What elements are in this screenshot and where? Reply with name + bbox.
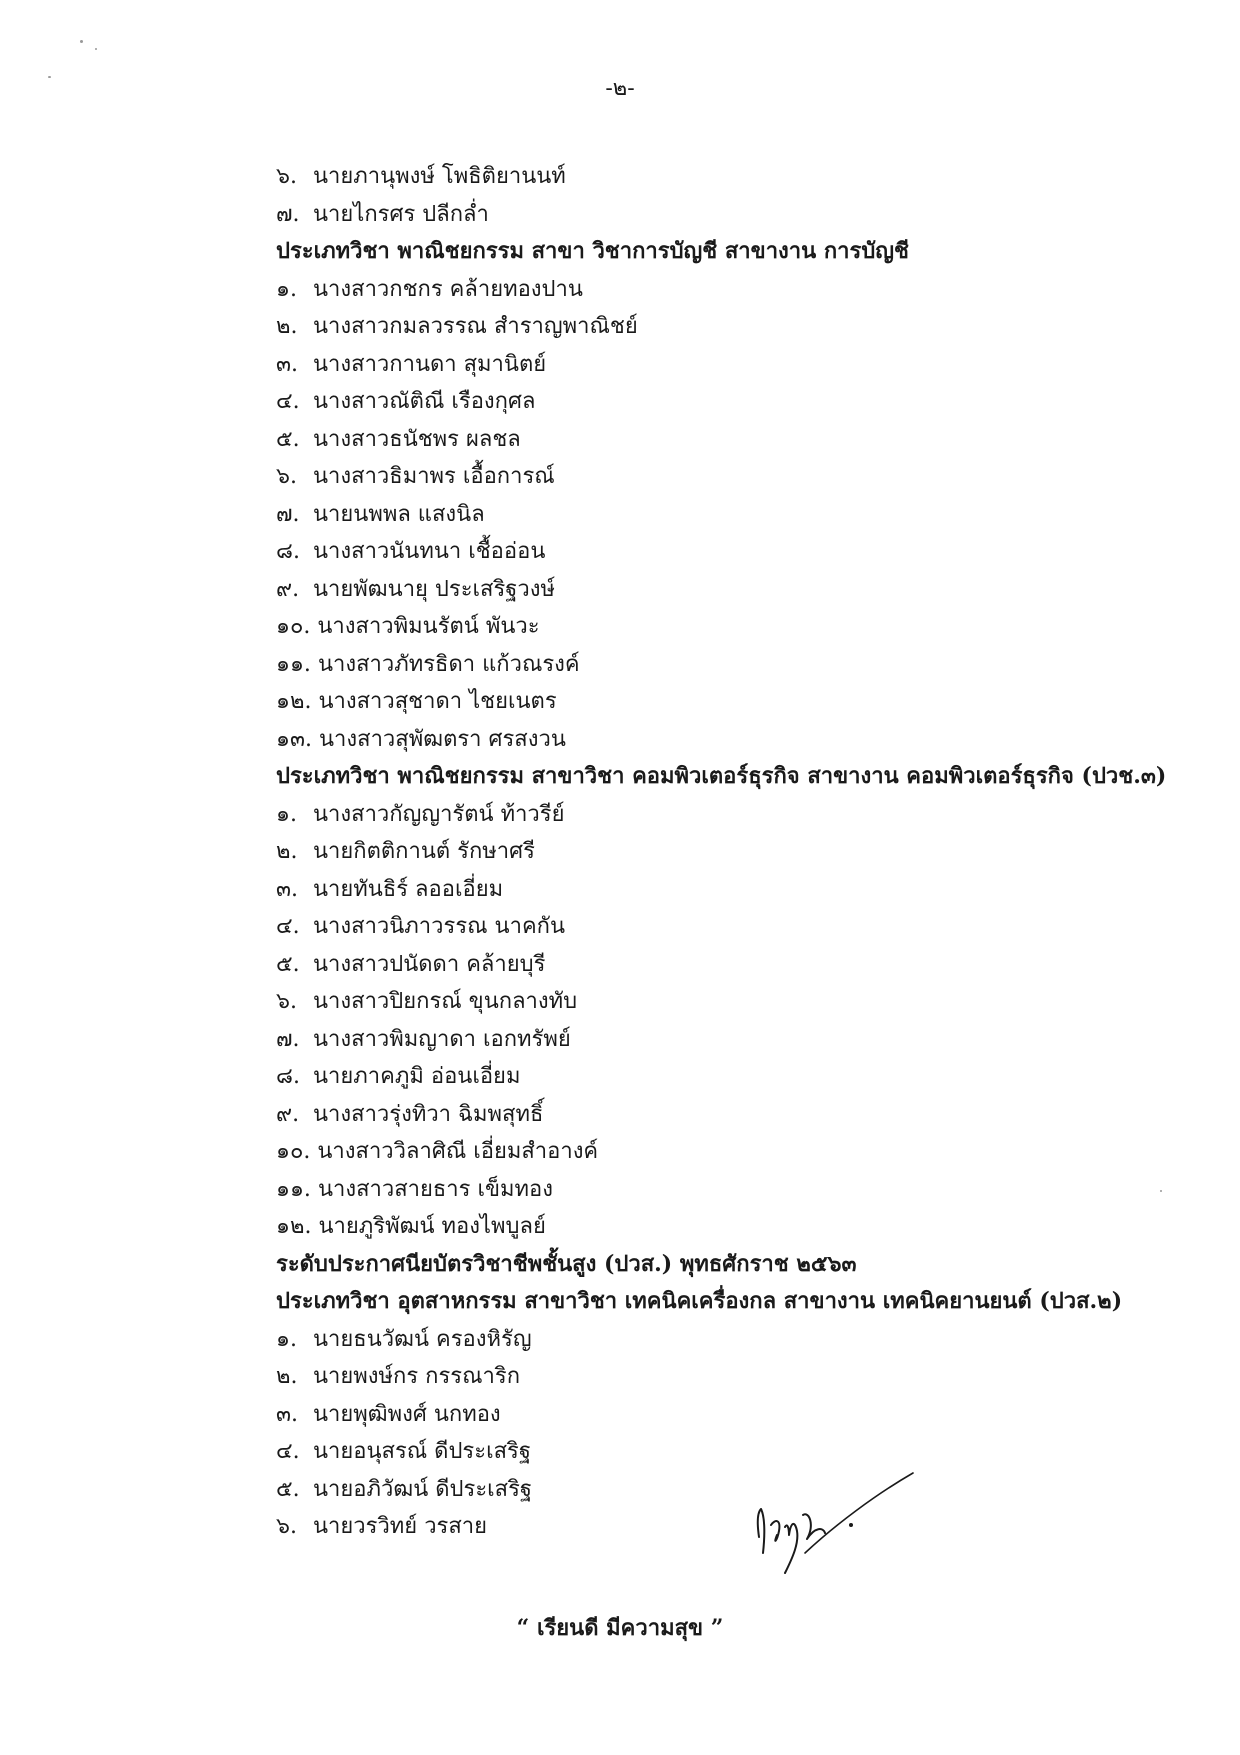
section-heading: ประเภทวิชา พาณิชยกรรม สาขาวิชา คอมพิวเตอร์ธุรกิจ สาขางาน คอมพิวเตอร์ธุรกิจ (ปวช.๓) [276,763,1167,789]
list-item [276,833,1176,871]
list-item [276,158,1176,196]
name-list [276,158,1176,1546]
item-number: ๕. [276,426,300,452]
list-item [276,1096,1176,1134]
student-name: นางสาวธิมาพร เอื้อการณ์ [313,464,555,489]
item-number: ๔. [276,914,300,939]
item-number: ๓. [276,351,299,377]
list-item [276,1433,1176,1471]
item-number: ๕. [276,1476,300,1502]
list-item [276,908,1176,946]
list-item [276,1508,1176,1546]
student-name: นางสาวปิยกรณ์ ขุนกลางทับ [313,989,578,1014]
item-number: ๒. [276,314,298,339]
student-name: นายพัฒนายุ ประเสริฐวงษ์ [313,576,556,602]
list-item [276,196,1176,234]
item-number: ๘. [276,539,300,564]
student-name: นายอนุสรณ์ ดีประเสริฐ [313,1439,531,1464]
list-item [276,1208,1176,1246]
list-item [276,1358,1176,1396]
list-item [276,308,1176,346]
item-number: ๑๑. [276,651,311,677]
scan-speck [48,76,51,78]
item-number: ๑. [276,1326,297,1352]
item-number: ๗. [276,501,300,527]
item-number: ๗. [276,1026,300,1052]
page-number: -๒- [605,76,635,101]
list-item [276,346,1176,384]
item-number: ๕. [276,951,300,977]
list-item [276,571,1176,609]
student-name: นางสาวปนัดดา คล้ายบุรี [313,951,546,977]
list-item [276,421,1176,459]
item-number: ๖. [276,464,297,489]
item-number: ๖. [276,1514,297,1539]
student-name: นายอภิวัฒน์ ดีประเสริฐ [313,1476,533,1502]
scan-speck [80,40,83,43]
student-name: นางสาวกัญญารัตน์ ท้าวรีย์ [313,801,565,827]
list-item [276,983,1176,1021]
student-name: นางสาวสายธาร เข็มทอง [317,1176,553,1202]
student-name: นายภาคภูมิ อ่อนเอี่ยม [313,1064,521,1089]
student-name: นางสาวสุพัฒตรา ศรสงวน [319,726,566,752]
student-name: นางสาวนิภาวรรณ นาคกัน [313,914,566,939]
list-item [276,1021,1176,1059]
item-number: ๔. [276,389,300,414]
student-name: นายพงษ์กร กรรณาริก [313,1364,521,1389]
item-number: ๙. [276,576,300,602]
list-item [276,1058,1176,1096]
student-name: นางสาวกชกร คล้ายทองปาน [313,276,583,302]
item-number: ๒. [276,1364,298,1389]
student-name: นางสาวภัทรธิดา แก้วณรงค์ [317,651,580,677]
item-number: ๔. [276,1439,300,1464]
list-item [276,533,1176,571]
student-name: นางสาวรุ่งทิวา ฉิมพสุทธิ์ [313,1101,544,1127]
item-number: ๑๐. [276,614,311,639]
school-motto: “ เรียนดี มีความสุข ” [516,1615,724,1641]
student-name: นางสาววิลาศิณี เอี่ยมสำอางค์ [317,1139,599,1164]
student-name: นายทันธิร์ ลออเอี่ยม [313,876,504,902]
list-item [276,608,1176,646]
item-number: ๖. [276,164,297,189]
list-item [276,646,1176,684]
student-name: นายกิตติกานต์ รักษาศรี [313,839,535,864]
handwritten-signature [745,1465,925,1595]
item-number: ๓. [276,876,299,902]
item-number: ๑๓. [276,726,312,752]
student-name: นายนพพล แสงนิล [313,501,485,527]
section-heading: ประเภทวิชา อุตสาหกรรม สาขาวิชา เทคนิคเครื่องกล สาขางาน เทคนิคยานยนต์ (ปวส.๒) [276,1288,1123,1314]
student-name: นายพุฒิพงศ์ นกทอง [313,1401,501,1427]
item-number: ๑๑. [276,1176,311,1202]
item-number: ๓. [276,1401,299,1427]
student-name: นายไกรศร ปลีกล่ำ [313,201,489,227]
student-name: นางสาวกานดา สุมานิตย์ [313,351,547,377]
student-name: นางสาวธนัชพร ผลชล [313,426,521,452]
list-item [276,946,1176,984]
section-heading: ระดับประกาศนียบัตรวิชาชีพชั้นสูง (ปวส.) พุทธศักราช ๒๕๖๓ [276,1250,857,1277]
list-item [276,796,1176,834]
list-item [276,1133,1176,1171]
list-item [276,683,1176,721]
list-item [276,1321,1176,1359]
list-item [276,1171,1176,1209]
student-name: นางสาวกมลวรรณ สำราญพาณิชย์ [313,314,638,339]
item-number: ๑. [276,276,297,302]
item-number: ๖. [276,989,297,1014]
item-number: ๑๒. [276,689,312,714]
item-number: ๑๐. [276,1139,311,1164]
student-name: นางสาวนันทนา เชื้ออ่อน [313,539,546,564]
item-number: ๑. [276,801,297,827]
item-number: ๙. [276,1101,300,1127]
list-item [276,383,1176,421]
student-name: นางสาวสุชาดา ไชยเนตร [318,689,557,714]
student-name: นายภานุพงษ์ โพธิติยานนท์ [313,164,566,189]
student-name: นายภูริพัฒน์ ทองไพบูลย์ [318,1214,546,1239]
list-item [276,721,1176,759]
list-item [276,458,1176,496]
student-name: นางสาวพิมญาดา เอกทรัพย์ [313,1026,571,1052]
list-item [276,1471,1176,1509]
item-number: ๗. [276,201,300,227]
list-item [276,271,1176,309]
student-name: นางสาวพิมนรัตน์ พันวะ [317,614,540,639]
list-item [276,496,1176,534]
item-number: ๑๒. [276,1214,312,1239]
list-item [276,871,1176,909]
scan-speck [1160,1190,1162,1192]
item-number: ๒. [276,839,298,864]
item-number: ๘. [276,1064,300,1089]
scan-speck [95,48,97,50]
student-name: นายวรวิทย์ วรสาย [313,1514,488,1539]
list-item [276,1396,1176,1434]
section-heading: ประเภทวิชา พาณิชยกรรม สาขา วิชาการบัญชี สาขางาน การบัญชี [276,238,909,264]
student-name: นางสาวณัติณี เรืองกุศล [313,389,536,414]
student-name: นายธนวัฒน์ ครองหิรัญ [313,1326,532,1352]
